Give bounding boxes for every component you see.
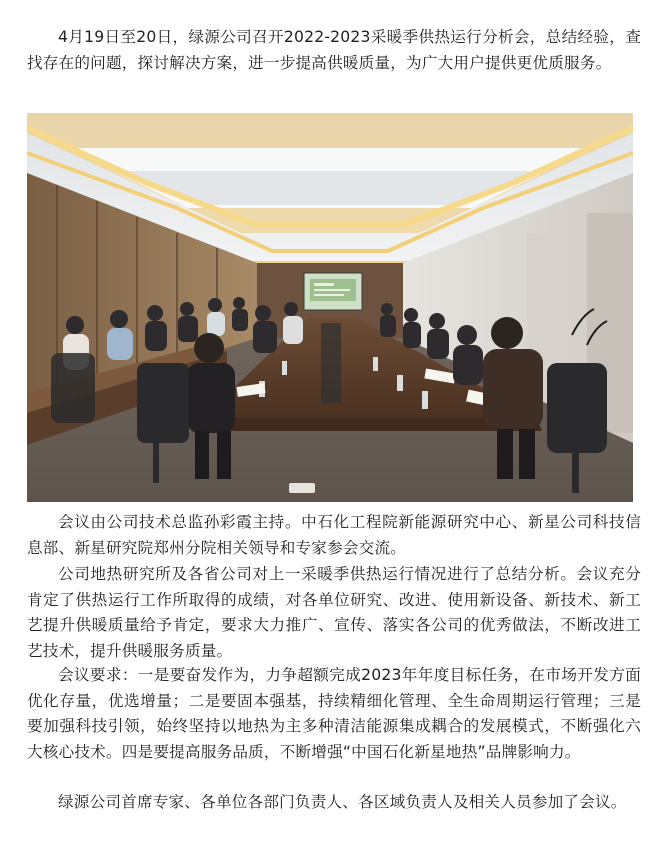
host-paragraph: 会议由公司技术总监孙彩霞主持。中石化工程院新能源研究中心、新星公司科技信息部、新星研究院郑州分院相关领导和专家参会交流。	[27, 513, 641, 557]
summary-paragraph: 公司地热研究所及各省公司对上一采暖季供热运行情况进行了总结分析。会议充分肯定了供热运行工作所取得的成绩，对各单位研究、改进、使用新设备、新技术、新工艺提升供暖质量给予肯定，要求大力推广、宣传、落实各公司的优秀做法，不断改进工艺技术，提升供暖服务质量。	[27, 565, 641, 660]
meeting-photo	[27, 113, 633, 502]
attendees-paragraph: 绿源公司首席专家、各单位各部门负责人、各区域负责人及相关人员参加了会议。	[58, 793, 627, 811]
intro-paragraph: 4月19日至20日，绿源公司召开2022-2023采暖季供热运行分析会，总结经验，查找存在的问题，探讨解决方案，进一步提高供暖质量，为广大用户提供更优质服务。	[27, 28, 641, 72]
requirements-paragraph: 会议要求：一是要奋发作为，力争超额完成2023年年度目标任务，在市场开发方面优化存量，优选增量；二是要固本强基，持续精细化管理、全生命周期运行管理；三是要加强科技引领，始终坚持以地热为主多种清洁能源集成耦合的发展模式，不断强化六大核心技术。四是要提高服务品质，不断增强“中国石化新星地热”品牌影响力。	[27, 666, 641, 761]
